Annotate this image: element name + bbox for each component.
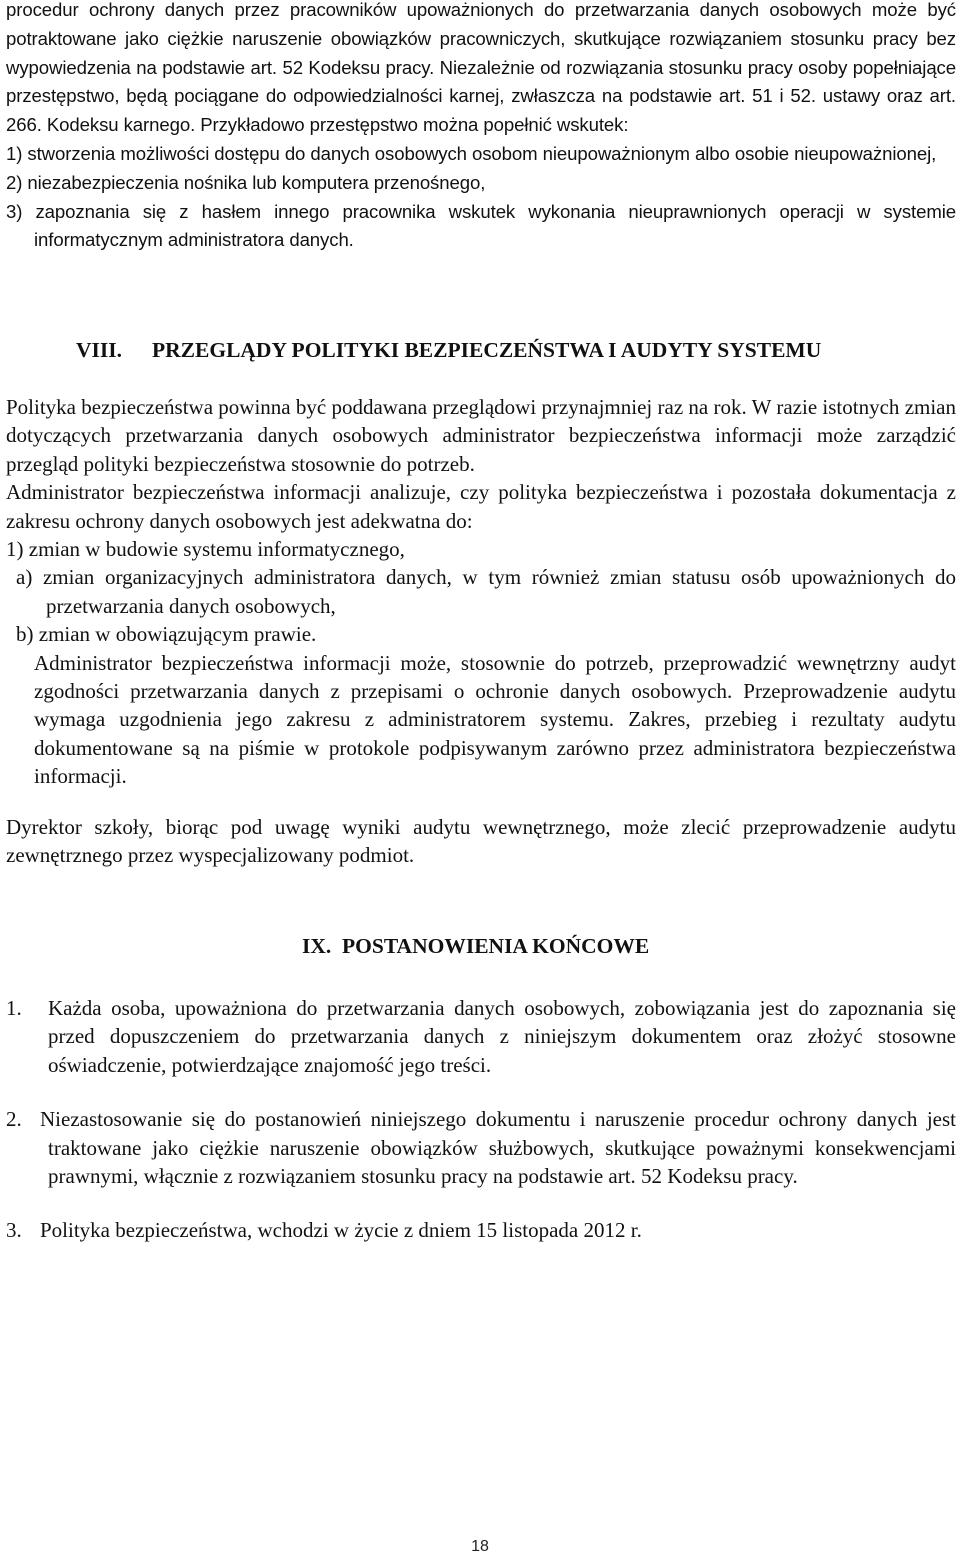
section-number: IX. bbox=[302, 934, 332, 958]
intro-paragraph: procedur ochrony danych przez pracowników upoważnionych do przetwarzania danych osobowych może być potraktowane jako ciężkie naruszenie obowiązków pracowniczych, skutkujące rozwiązaniem stosunku pracy bez wypowiedzenia na podstawie art. 52 Kodeksu pracy. Niezależnie od rozwiązania stosunku pracy osoby popełniające przestępstwo, będą pociągane do odpowiedzialności karnej, zwłaszcza na podstawie art. 51 i 52. ustawy oraz art. 266. Kodeksu karnego. Przykładowo przestępstwo można popełnić wskutek: bbox=[6, 0, 956, 136]
item-number: 2. bbox=[6, 1107, 22, 1132]
section-title: POSTANOWIENIA KOŃCOWE bbox=[342, 934, 650, 958]
numbered-item bbox=[6, 1216, 956, 1244]
list-item: 3) zapoznania się z hasłem innego pracownika wskutek wykonania nieuprawnionych operacji w systemie informatycznym administratora danych. bbox=[6, 200, 956, 251]
list-item: a) zmian organizacyjnych administratora danych, w tym również zmian statusu osób upoważnionych do przetwarzania danych osobowych, bbox=[16, 565, 956, 618]
paragraph: Dyrektor szkoły, biorąc pod uwagę wyniki audytu wewnętrznego, może zlecić przeprowadzenie audytu zewnętrznego przez wyspecjalizowany podmiot. bbox=[6, 814, 956, 868]
list-item: 1) stworzenia możliwości dostępu do danych osobowych osobom nieupoważnionym albo osobie nieupoważnionej, bbox=[6, 142, 937, 164]
item-number: 3. bbox=[6, 1218, 22, 1243]
item-number: 1. bbox=[6, 996, 22, 1020]
section-number: VIII. bbox=[76, 338, 123, 362]
section-title: PRZEGLĄDY POLITYKI BEZPIECZEŃSTWA I AUDYTY SYSTEMU bbox=[152, 338, 822, 362]
paragraph: Administrator bezpieczeństwa informacji analizuje, czy polityka bezpieczeństwa i pozostała dokumentacja z zakresu ochrony danych osobowych jest adekwatna do: bbox=[6, 480, 956, 533]
list-item: b) zmian w obowiązującym prawie. bbox=[16, 622, 317, 647]
section-ix-heading bbox=[302, 934, 649, 959]
top-section bbox=[6, 0, 956, 255]
item-text: Polityka bezpieczeństwa, wchodzi w życie z dniem 15 listopada 2012 r. bbox=[40, 1218, 642, 1243]
section-viii-heading bbox=[76, 338, 821, 363]
paragraph: Polityka bezpieczeństwa powinna być poddawana przeglądowi przynajmniej raz na rok. W razie istotnych zmian dotyczących przetwarzania danych osobowych administrator bezpieczeństwa informacji może zarządzić przegląd polityki bezpieczeństwa stosownie do potrzeb. bbox=[6, 395, 956, 476]
list-item: 2) niezabezpieczenia nośnika lub komputera przenośnego, bbox=[6, 171, 486, 193]
paragraph: Administrator bezpieczeństwa informacji może, stosownie do potrzeb, przeprowadzić wewnętrzny audyt zgodności przetwarzania danych z przepisami o ochronie danych osobowych. Przeprowadzenie audytu wymaga uzgodnienia jego zakresu z administratorem systemu. Zakres, przebieg i rezultaty audytu dokumentowane są na piśmie w protokole podpisywanym zarówno przez administratora bezpieczeństwa informacji. bbox=[34, 650, 956, 789]
list-item: 1) zmian w budowie systemu informatycznego, bbox=[6, 537, 405, 562]
item-text: Każda osoba, upoważniona do przetwarzania danych osobowych, zobowiązania jest do zapoznania się przed dopuszczeniem do przetwarzania danych z niniejszym dokumentem oraz złożyć stosowne oświadczenie, potwierdzające znajomość jego treści. bbox=[48, 996, 956, 1077]
numbered-item bbox=[6, 994, 956, 1079]
section-ix-list bbox=[6, 994, 956, 1245]
section-viii-body bbox=[6, 393, 956, 870]
page-number: 18 bbox=[471, 1538, 489, 1555]
item-text: Niezastosowanie się do postanowień niniejszego dokumentu i naruszenie procedur ochrony danych jest traktowane jako ciężkie naruszenie obowiązków służbowych, skutkujące poważnymi konsekwencjami prawnymi, włącznie z rozwiązaniem stosunku pracy na podstawie art. 52 Kodeksu pracy. bbox=[40, 1107, 956, 1189]
numbered-item bbox=[6, 1105, 956, 1190]
